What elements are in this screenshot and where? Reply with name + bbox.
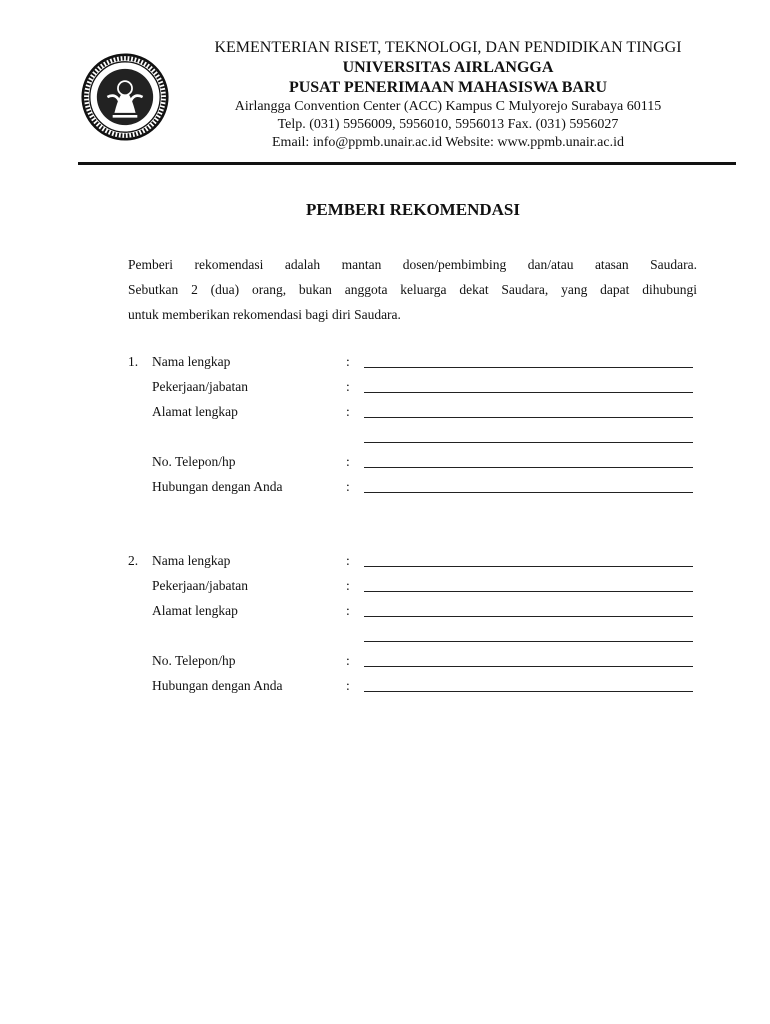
- university-name: UNIVERSITAS AIRLANGGA: [342, 59, 554, 76]
- field-label-relation: Hubungan dengan Anda: [152, 678, 283, 693]
- field-row-address-continued: [128, 429, 698, 454]
- intro-line: Sebutkan 2 (dua) orang, bukan anggota keluarga dekat Saudara, yang dapat dihubungi: [128, 282, 697, 297]
- job-input-line[interactable]: [364, 392, 693, 393]
- recommender-entry-1: [128, 354, 698, 504]
- field-label-name: Nama lengkap: [152, 354, 231, 369]
- office-email: Email: info@ppmb.unair.ac.id Website: www.ppmb.unair.ac.id: [272, 135, 624, 150]
- phone-input-line[interactable]: [364, 666, 693, 667]
- field-colon: :: [346, 578, 350, 593]
- field-label-address: Alamat lengkap: [152, 603, 238, 618]
- field-colon: :: [346, 603, 350, 618]
- field-label-job: Pekerjaan/jabatan: [152, 578, 248, 593]
- office-name: PUSAT PENERIMAAN MAHASISWA BARU: [288, 79, 608, 96]
- field-label-relation: Hubungan dengan Anda: [152, 479, 283, 494]
- name-input-line[interactable]: [364, 367, 693, 368]
- field-row-phone: [128, 454, 698, 479]
- recommender-entry-2: [128, 553, 698, 703]
- office-phone: Telp. (031) 5956009, 5956010, 5956013 Fax. (031) 5956027: [277, 117, 619, 132]
- field-colon: :: [346, 678, 350, 693]
- field-row-job: [128, 578, 698, 603]
- intro-line: untuk memberikan rekomendasi bagi diri Saudara.: [128, 307, 401, 322]
- entry-number: 1.: [128, 354, 139, 369]
- ministry-name: KEMENTERIAN RISET, TEKNOLOGI, DAN PENDIDIKAN TINGGI: [214, 39, 682, 56]
- field-colon: :: [346, 454, 350, 469]
- relation-input-line[interactable]: [364, 691, 693, 692]
- address-input-line[interactable]: [364, 417, 693, 418]
- name-input-line[interactable]: [364, 566, 693, 567]
- entry-number: 2.: [128, 553, 139, 568]
- field-colon: :: [346, 553, 350, 568]
- relation-input-line[interactable]: [364, 492, 693, 493]
- field-label-name: Nama lengkap: [152, 553, 231, 568]
- field-row-phone: [128, 653, 698, 678]
- field-colon: :: [346, 479, 350, 494]
- field-row-address: [128, 603, 698, 628]
- field-row-job: [128, 379, 698, 404]
- field-label-job: Pekerjaan/jabatan: [152, 379, 248, 394]
- letterhead: [170, 38, 726, 152]
- address-input-line-2[interactable]: [364, 641, 693, 642]
- field-row-relation: [128, 678, 698, 703]
- field-colon: :: [346, 379, 350, 394]
- field-row-address: [128, 404, 698, 429]
- document-title: PEMBERI REKOMENDASI: [306, 200, 520, 219]
- intro-paragraph: [128, 252, 697, 327]
- intro-line: Pemberi rekomendasi adalah mantan dosen/pembimbing dan/atau atasan Saudara.: [128, 257, 697, 272]
- job-input-line[interactable]: [364, 591, 693, 592]
- field-colon: :: [346, 653, 350, 668]
- field-row-name: [128, 354, 698, 379]
- address-input-line[interactable]: [364, 616, 693, 617]
- address-input-line-2[interactable]: [364, 442, 693, 443]
- field-label-address: Alamat lengkap: [152, 404, 238, 419]
- letterhead-divider: [78, 162, 736, 165]
- field-row-relation: [128, 479, 698, 504]
- field-label-phone: No. Telepon/hp: [152, 653, 236, 668]
- field-row-name: [128, 553, 698, 578]
- field-label-phone: No. Telepon/hp: [152, 454, 236, 469]
- field-row-address-continued: [128, 628, 698, 653]
- office-address: Airlangga Convention Center (ACC) Kampus C Mulyorejo Surabaya 60115: [234, 99, 662, 114]
- field-colon: :: [346, 354, 350, 369]
- university-seal-icon: [81, 53, 169, 141]
- phone-input-line[interactable]: [364, 467, 693, 468]
- field-colon: :: [346, 404, 350, 419]
